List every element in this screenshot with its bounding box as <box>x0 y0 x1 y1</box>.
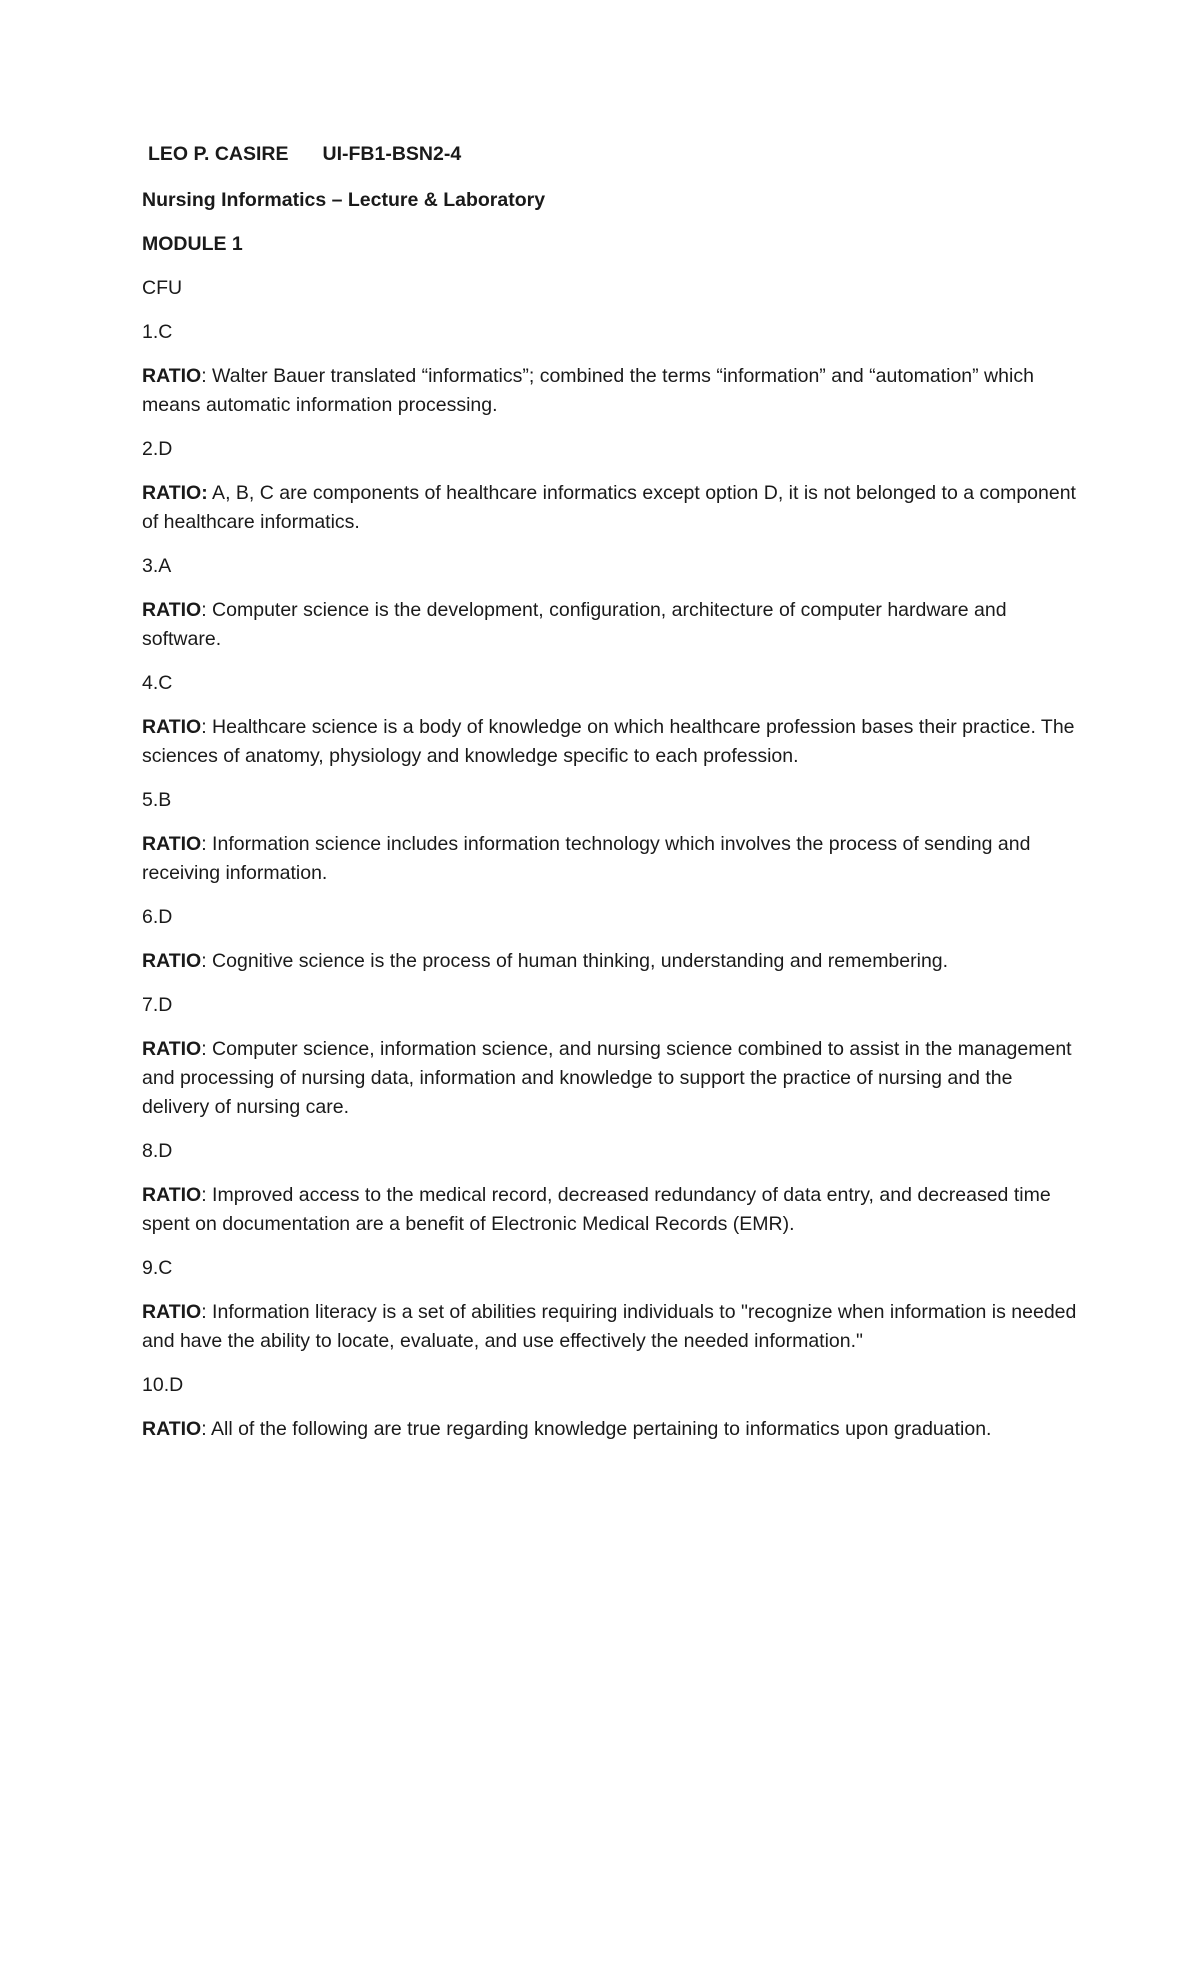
student-header <box>142 140 1082 169</box>
ratio-text: Walter Bauer translated “informatics”; combined the terms “information” and “automation” which means automatic information processing. <box>142 365 1034 416</box>
ratio-separator: : <box>201 1301 207 1323</box>
ratio-separator: : <box>201 833 207 855</box>
answer-number: 2.D <box>142 438 173 460</box>
answer-rationale <box>142 1415 1082 1444</box>
answer-item <box>142 991 1082 1122</box>
answer-rationale <box>142 1035 1082 1122</box>
ratio-text: All of the following are true regarding knowledge pertaining to informatics upon graduation. <box>206 1418 992 1440</box>
ratio-label: RATIO: <box>142 482 208 504</box>
section-subheading: CFU <box>142 277 183 299</box>
ratio-text: Information literacy is a set of abilities requiring individuals to "recognize when information is needed and have the ability to locate, evaluate, and use effectively the needed information." <box>142 1301 1077 1352</box>
ratio-text: Healthcare science is a body of knowledge on which healthcare profession bases their practice. The sciences of anatomy, physiology and knowledge specific to each profession. <box>142 716 1075 767</box>
answer-rationale <box>142 947 1082 976</box>
ratio-label: RATIO <box>142 1184 202 1206</box>
answer-item <box>142 435 1082 537</box>
answer-item <box>142 1371 1082 1444</box>
answer-number: 10.D <box>142 1374 184 1396</box>
student-name: LEO P. CASIRE <box>148 143 289 165</box>
ratio-label: RATIO <box>142 716 202 738</box>
answer-item <box>142 318 1082 420</box>
answer-rationale <box>142 830 1082 888</box>
answer-item <box>142 669 1082 771</box>
ratio-separator: : <box>201 716 207 738</box>
answer-rationale <box>142 713 1082 771</box>
answer-item <box>142 1254 1082 1356</box>
section-code: UI-FB1-BSN2-4 <box>322 143 462 165</box>
answer-item <box>142 786 1082 888</box>
ratio-label: RATIO <box>142 1038 202 1060</box>
ratio-separator: : <box>201 1184 207 1206</box>
ratio-separator: : <box>201 1038 207 1060</box>
course-title: Nursing Informatics – Lecture & Laboratory <box>142 189 546 211</box>
ratio-text: A, B, C are components of healthcare informatics except option D, it is not belonged to a component of healthcare informatics. <box>142 482 1076 533</box>
answer-number: 9.C <box>142 1257 173 1279</box>
answer-item <box>142 552 1082 654</box>
ratio-label: RATIO <box>142 365 202 387</box>
ratio-separator: : <box>201 599 207 621</box>
answer-number: 5.B <box>142 789 172 811</box>
ratio-label: RATIO <box>142 1418 202 1440</box>
answer-rationale <box>142 362 1082 420</box>
module-title: MODULE 1 <box>142 233 243 255</box>
ratio-label: RATIO <box>142 599 202 621</box>
ratio-text: Computer science, information science, and nursing science combined to assist in the management and processing of nursing data, information and knowledge to support the practice of nursing and the delivery of nursing care. <box>142 1038 1072 1118</box>
answer-rationale <box>142 1181 1082 1239</box>
ratio-text: Improved access to the medical record, decreased redundancy of data entry, and decreased time spent on documentation are a benefit of Electronic Medical Records (EMR). <box>142 1184 1051 1235</box>
ratio-text: Cognitive science is the process of human thinking, understanding and remembering. <box>206 950 949 972</box>
ratio-text: Computer science is the development, configuration, architecture of computer hardware and software. <box>142 599 1007 650</box>
answer-number: 6.D <box>142 906 173 928</box>
answer-number: 8.D <box>142 1140 173 1162</box>
document-page <box>142 140 1082 1459</box>
ratio-label: RATIO <box>142 833 202 855</box>
answer-item <box>142 903 1082 976</box>
answer-number: 1.C <box>142 321 173 343</box>
answer-item <box>142 1137 1082 1239</box>
answer-number: 7.D <box>142 994 173 1016</box>
ratio-separator: : <box>201 1418 207 1440</box>
ratio-label: RATIO <box>142 1301 202 1323</box>
ratio-text: Information science includes information technology which involves the process of sending and receiving information. <box>142 833 1031 884</box>
answer-number: 3.A <box>142 555 172 577</box>
answer-number: 4.C <box>142 672 173 694</box>
ratio-label: RATIO <box>142 950 202 972</box>
answer-rationale <box>142 596 1082 654</box>
answer-list <box>142 318 1082 1444</box>
ratio-separator: : <box>201 365 207 387</box>
answer-rationale <box>142 1298 1082 1356</box>
ratio-separator: : <box>201 950 207 972</box>
answer-rationale <box>142 479 1082 537</box>
